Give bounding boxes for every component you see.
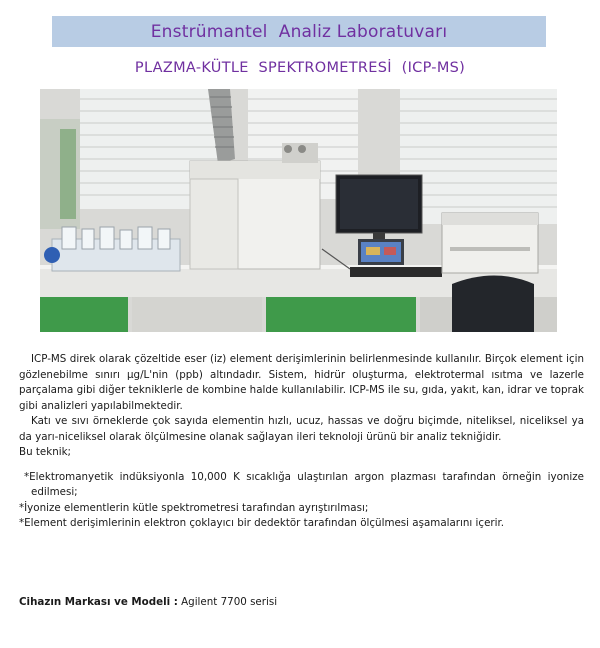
paragraph-technique: Katı ve sıvı örneklerde çok sayıda elementin hızlı, ucuz, hassas ve doğru biçimde, niteliksel, niceliksel ya da yarı-niceliksel olarak ölçülmesine olanak sağlayan ileri teknoloji ürünü bir analiz tekniğidir. — [19, 415, 584, 443]
step-item-ionization: *Elektromanyetik indüksiyonla 10,000 K sıcaklığa ulaştırılan argon plazması tarafından örneğin iyonize edilmesi; — [24, 470, 584, 498]
header-band — [52, 16, 546, 47]
lab-photo-illustration — [40, 89, 557, 332]
spacer — [19, 461, 584, 470]
description-block — [19, 352, 584, 532]
device-value: Agilent 7700 serisi — [177, 596, 278, 608]
step-item-detection: *Element derişimlerinin elektron çoklayıcı bir dedektör tarafından ölçülmesi aşamalarını içerir. — [19, 517, 505, 529]
page-title: Enstrümantel Analiz Laboratuvarı — [150, 21, 448, 42]
device-label: Cihazın Markası ve Modeli : — [19, 596, 178, 608]
section-subtitle: PLAZMA-KÜTLE SPEKTROMETRESİ (ICP-MS) — [134, 60, 466, 76]
paragraph-intro: ICP-MS direk olarak çözeltide eser (iz) element derişimlerinin belirlenmesinde kullanılır. Birçok element için gözlenebilme sınırı µg/L'nin (ppb) altındadır. Sistem, hidrür oluşturma, elektrotermal ısıtma ve lazerle parçalama gibi diğer tekniklerle de kombine halde kullanılabilir. ICP-MS ile su, gıda, yakıt, kan, idrar ve toprak gibi analizleri yapılabilmektedir. — [19, 353, 584, 412]
icp-ms-instrument-photo — [40, 89, 557, 332]
step-item-separation: *İyonize elementlerin kütle spektrometresi tarafından ayrıştırılması; — [19, 501, 369, 514]
paragraph-steps-lead: Bu teknik; — [19, 446, 72, 458]
device-brand-model — [19, 596, 277, 608]
